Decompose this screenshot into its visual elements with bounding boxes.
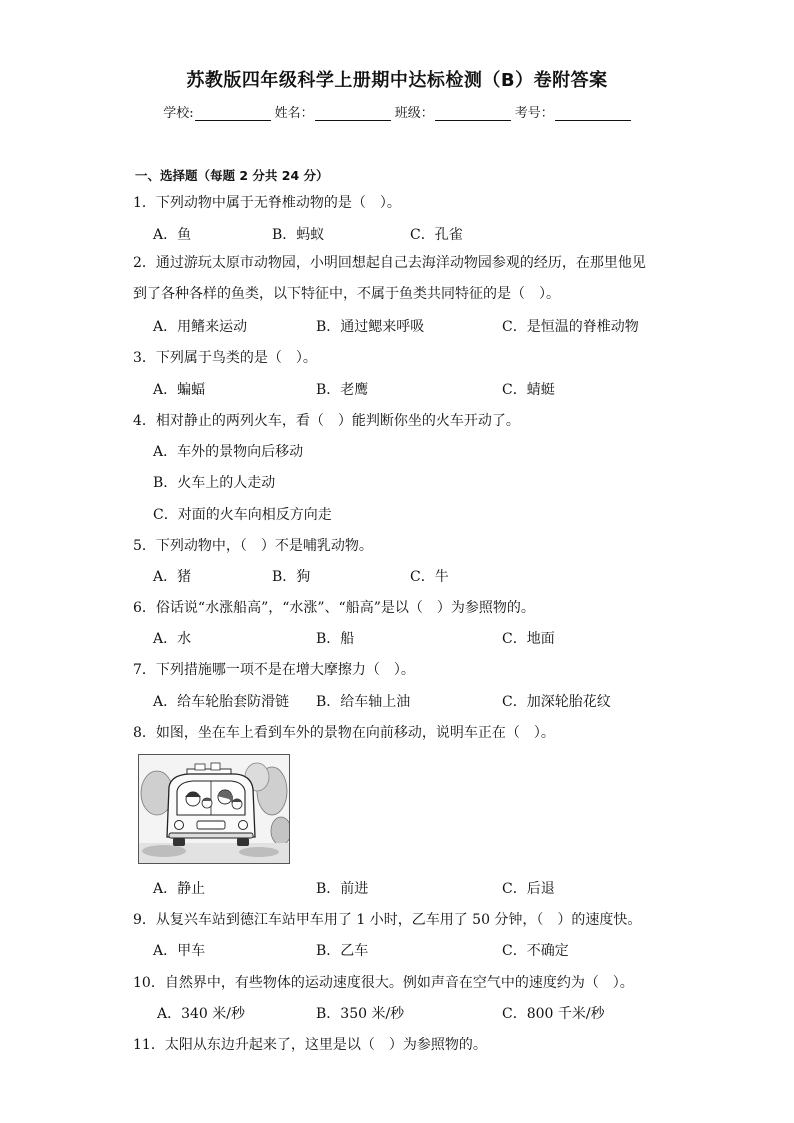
question-2: 2．通过游玩太原市动物园，小明回想起自己去海洋动物园参观的经历，在那里他见到了各种各样的鱼类，以下特征中，不属于鱼类共同特征的是（ ）。 [133, 255, 646, 302]
class-blank[interactable] [435, 105, 511, 121]
q1-option-b[interactable]: B．蚂蚁 [272, 227, 325, 243]
q5-option-b[interactable]: B．狗 [272, 569, 311, 585]
q5-option-a[interactable]: A．猪 [153, 569, 192, 585]
q6-option-b[interactable]: B．船 [316, 631, 355, 647]
section-heading: 一、选择题（每题 2 分共 24 分） [135, 168, 329, 183]
question-10: 10．自然界中，有些物体的运动速度很大。例如声音在空气中的速度约为（ ）。 [133, 975, 634, 991]
q1-option-c[interactable]: C．孔雀 [410, 227, 463, 243]
question-1: 1．下列动物中属于无脊椎动物的是（ ）。 [133, 195, 401, 211]
q1-option-a[interactable]: A．鱼 [153, 227, 192, 243]
q7-option-b[interactable]: B．给车轴上油 [316, 694, 411, 710]
q9-option-c[interactable]: C．不确定 [502, 943, 569, 959]
bus-illustration [138, 754, 290, 864]
q9-option-b[interactable]: B．乙车 [316, 943, 369, 959]
q5-option-c[interactable]: C．牛 [410, 569, 449, 585]
number-field [515, 102, 631, 121]
school-blank[interactable] [195, 105, 271, 121]
q3-option-a[interactable]: A．蝙蝠 [153, 382, 206, 398]
name-label: 姓名： [274, 106, 314, 121]
question-7: 7．下列措施哪一项不是在增大摩擦力（ ）。 [133, 662, 415, 678]
q2-option-b[interactable]: B．通过鳃来呼吸 [316, 319, 425, 335]
question-5: 5．下列动物中，（ ）不是哺乳动物。 [133, 538, 373, 554]
q10-option-b[interactable]: B．350 米/秒 [316, 1006, 405, 1022]
class-label: 班级： [394, 106, 434, 121]
question-9: 9．从复兴车站到德江车站甲车用了 1 小时，乙车用了 50 分钟，（ ）的速度快。 [133, 912, 642, 928]
student-info-row [0, 102, 794, 121]
page-title: 苏教版四年级科学上册期中达标检测（B）卷附答案 [186, 70, 608, 91]
question-3: 3．下列属于鸟类的是（ ）。 [133, 350, 317, 366]
q4-option-a[interactable]: A．车外的景物向后移动 [153, 444, 304, 460]
name-blank[interactable] [315, 105, 391, 121]
q3-option-b[interactable]: B．老鹰 [316, 382, 369, 398]
q4-option-b[interactable]: B．火车上的人走动 [153, 475, 276, 491]
q8-option-c[interactable]: C．后退 [502, 881, 555, 897]
q7-option-c[interactable]: C．加深轮胎花纹 [502, 694, 611, 710]
q7-option-a[interactable]: A．给车轮胎套防滑链 [153, 694, 290, 710]
bus-drawing [139, 755, 289, 863]
school-field [163, 102, 270, 121]
number-label: 考号： [514, 106, 554, 121]
question-11: 11．太阳从东边升起来了，这里是以（ ）为参照物的。 [133, 1037, 487, 1053]
name-field [275, 102, 391, 121]
class-field [395, 102, 511, 121]
question-6: 6．俗话说“水涨船高”，“水涨”、“船高”是以（ ）为参照物的。 [133, 600, 535, 616]
q6-option-a[interactable]: A．水 [153, 631, 192, 647]
q4-option-c[interactable]: C．对面的火车向相反方向走 [153, 507, 332, 523]
question-4: 4．相对静止的两列火车，看（ ）能判断你坐的火车开动了。 [133, 413, 520, 429]
q10-option-c[interactable]: C．800 千米/秒 [502, 1006, 605, 1022]
school-label: 学校: [163, 106, 194, 121]
question-8: 8．如图，坐在车上看到车外的景物在向前移动，说明车正在（ ）。 [133, 725, 555, 741]
q8-option-b[interactable]: B．前进 [316, 881, 369, 897]
q3-option-c[interactable]: C．蜻蜓 [502, 382, 555, 398]
q6-option-c[interactable]: C．地面 [502, 631, 555, 647]
q2-option-a[interactable]: A．用鳍来运动 [153, 319, 248, 335]
number-blank[interactable] [555, 105, 631, 121]
q10-option-a[interactable]: A．340 米/秒 [157, 1006, 245, 1022]
q2-option-c[interactable]: C．是恒温的脊椎动物 [502, 319, 639, 335]
q9-option-a[interactable]: A．甲车 [153, 943, 206, 959]
q8-option-a[interactable]: A．静止 [153, 881, 206, 897]
